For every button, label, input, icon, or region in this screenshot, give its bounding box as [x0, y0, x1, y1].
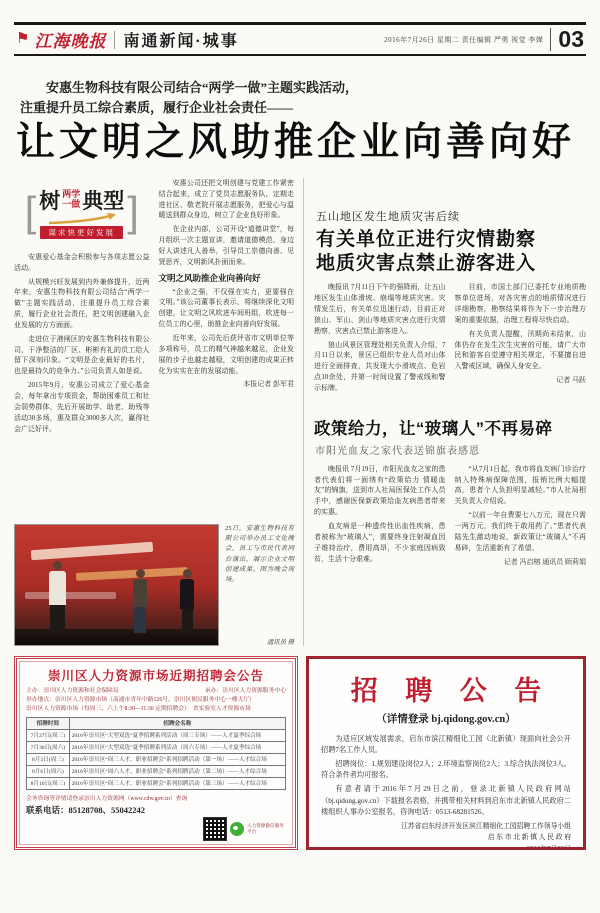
photo-person-speaker: [49, 561, 66, 633]
article-paragraph: 2015年9月，安惠公司成立了爱心基金会，每年拿出专项资金，帮助困难员工和社会弱势群体，先后开展助学、助老、助残等活动30多场，惠及群众3000多人次，赢得社会广泛好评。: [14, 381, 150, 433]
recruitment-date: 2016年7月26日: [526, 846, 571, 850]
article-a-columns: [314, 282, 586, 396]
page-number: 03: [550, 28, 584, 51]
photo-backdrop-banner: [76, 568, 188, 582]
event-photo: [14, 524, 219, 646]
brand-flag-icon: ⚑: [16, 31, 30, 47]
badge-left-bracket: [: [24, 187, 37, 235]
lead-line-1: 安惠生物科技有限公司结合“两学一做”主题实践活动，: [46, 80, 359, 95]
recruitment-url: （详情登录 bj.qidong.gov.cn）: [376, 713, 516, 725]
brand: [16, 27, 106, 52]
main-article-col-2: [159, 178, 295, 518]
article-paragraph: 安惠公司还把文明创建与党建工作紧密结合起来，成立了党员志愿服务队，定期走进社区、敬老院开展志愿服务，把爱心与温暖送到群众身边，树立了企业良好形象。: [158, 178, 294, 220]
photo-backdrop-banner: [31, 542, 153, 560]
date-editor-meta: 2016年7月26日 星期二 责任编辑 严勇 视觉 李婵: [384, 35, 544, 44]
table-row: [27, 765, 286, 777]
job-fair-note: 会务咨询等详情请登录崇川人力资源网（www.cdw.gov.cn）查询: [26, 795, 188, 802]
recruitment-paragraph: 为适应区域发展需求，启东市滨江精细化工园（北新镇）现面向社会公开招聘7名工作人员。: [321, 734, 571, 754]
article-paragraph: 晚报讯 7月19日，市阳光血友之家的患者代表们将一面绣有“政策给力 情暖血友”的锦旗，送到市人社局医保处工作人员手中，感谢医保新政策给血友病患者带来的实惠。: [314, 464, 446, 517]
article-paragraph: 安惠爱心基金会积极参与各项志愿公益活动。: [14, 252, 150, 272]
recruitment-title: 招 聘 公 告: [350, 675, 552, 706]
badge-top: [39, 185, 124, 215]
fair-time: 7月27日(周三): [27, 729, 70, 741]
main-article: [14, 178, 304, 646]
recruitment-footer: [321, 821, 571, 850]
article-paragraph: “企业之强，不仅强在实力，更要强在文明。”该公司董事长表示，将继续深化文明创建，让文明之风吹进车间班组，吹进每一位员工的心里，助推企业向善向好发展。: [158, 287, 294, 329]
qr-area: [203, 817, 287, 841]
badge-campaign-name: [62, 190, 80, 210]
fair-time: 7月30日(周六): [27, 741, 70, 753]
job-fair-notice-ad: [14, 656, 298, 850]
job-fair-address: 举办地点：崇川区人力资源市场（南通市青年中路126号，崇川区便民服务中心一楼大厅）: [26, 696, 255, 703]
job-fair-schedule: 崇川区人力资源市场（每周三、六上午8:30—11:30 定期招聘会） 省实验室人才资源市场: [26, 705, 251, 712]
recruitment-signature-2: 启 东 市 北 新 镇 人 民 政 府: [487, 834, 571, 842]
main-article-byline: 本报记者 彭军君: [243, 380, 294, 389]
article-paragraph: 走进位于港闸区的安惠生物科技有限公司，干净整洁的厂区、彬彬有礼的员工给人留下深刻印象。“文明是企业最好的名片，也是最持久的竞争力。”公司负责人如是说。: [14, 334, 150, 376]
article-b-subhead: 市阳光血友之家代表送锦旗表感恩: [315, 445, 480, 457]
photo-person-3: [180, 569, 194, 633]
campaign-badge: [14, 180, 150, 244]
fair-name: 2016年崇川区“周六人才、职业招聘会”系列招聘活动（第二场）——人才综合场: [69, 765, 285, 777]
section-title: 南通新闻·城事: [123, 33, 239, 50]
photo-backdrop-banner: [25, 592, 116, 599]
article-mid-heading: 文明之风助推企业向善向好: [158, 272, 261, 283]
fair-time: 8月10日(周三): [27, 777, 70, 789]
article-a-byline: 记者 马跃: [556, 376, 586, 385]
right-column: [304, 178, 586, 646]
fair-time: 8月3日(周三): [27, 753, 70, 765]
article-a-headline-2: 地质灾害点禁止游客进入: [316, 252, 537, 274]
masthead: [14, 22, 586, 56]
recruitment-paragraph: 有意者请于2016年7月29日之前，登录北新镇人民政府网站（bj.qidong.gov.cn）下载报名表格，并携带相关材料到启东市北新镇人民政府二楼组织人事办公室报名，咨询电话：0513-68281526。: [321, 785, 571, 816]
badge-mid-bottom: 一做: [62, 198, 81, 209]
wechat-icon: [230, 822, 244, 836]
fair-name: 2016年崇川区“大型双选”夏季招聘系列活动（周六专场）——人才夏季综合场: [69, 741, 285, 753]
job-fair-table: [26, 717, 286, 790]
qr-code: [203, 817, 227, 841]
newspaper-page: [0, 22, 600, 913]
job-fair-organizer: 主办：崇川区人力资源和社会保障局: [26, 687, 119, 694]
article-hemophilia: [314, 415, 586, 568]
article-b-columns: [314, 464, 586, 568]
fair-name: 2016年崇川区“周三人才、职业招聘会”系列招聘活动（第一场）——人才综合场: [69, 753, 285, 765]
article-paragraph: 在企业内部，公司开设“道德讲堂”，每月组织一次主题宣讲，邀请道德模范、身边好人讲述凡人善举，引导员工崇德向善、见贤思齐，文明新风扑面而来。: [158, 225, 294, 266]
article-a-kicker: 五山地区发生地质灾害后续: [316, 210, 460, 223]
article-b-col-2: [455, 464, 587, 568]
badge-growth-arrow-icon: [47, 213, 117, 225]
photo-person-2: [133, 569, 147, 633]
job-fair-undertaker: 承办：崇川区人力资源服务中心: [204, 687, 286, 694]
qr-caption: 人力资源微信服务平台: [247, 822, 284, 834]
column-header-name: 招聘会名称: [69, 717, 285, 729]
job-fair-title: 崇川区人力资源市场近期招聘会公告: [47, 668, 264, 683]
column-header-time: 招聘时间: [27, 717, 70, 729]
article-a-col-2: [455, 282, 587, 396]
article-paragraph: “从7月1日起，我市将血友病门诊治疗纳入特殊病保障范围，报销比例大幅提高，患者个人负担明显减轻。”市人社局相关负责人介绍说。: [454, 464, 586, 506]
table-row: [27, 729, 286, 741]
article-a-headline-1: 有关单位正进行灾情勘察: [316, 228, 537, 250]
recruitment-notice-ad: [306, 656, 586, 850]
job-fair-phone: 联系电话：85128708、55042242: [26, 804, 146, 815]
article-paragraph: 近年来，公司先后获评省市文明单位等多项称号，员工的精气神越来越足，企业发展的步子也越走越稳，文明创建的成果正转化为实实在在的发展动能。: [158, 333, 294, 375]
lead-line-2: 注重提升员工综合素质，履行企业社会责任——: [20, 99, 294, 115]
photo-row: [14, 524, 294, 646]
advertisement-row: [14, 656, 586, 850]
article-disaster: [314, 178, 586, 397]
fair-time: 8月6日(周六): [27, 765, 70, 777]
article-paragraph: 目前，市国土部门已委托专业地质勘察单位进场，对各灾害点的地质情况进行详细勘察，勘察结果将作为下一步治理方案的重要依据，治理工程将尽快启动。: [454, 283, 586, 324]
badge-char-left: 树: [39, 188, 61, 213]
badge-mid-top: 两学: [62, 188, 81, 199]
content-area: [14, 178, 586, 646]
article-b-byline: 记者 冯启榕 通讯员 顾莉娟: [503, 557, 586, 566]
main-headline: 让文明之风助推企业向善向好: [16, 121, 576, 164]
table-row: [27, 753, 286, 765]
brand-name: 江海晚报: [34, 32, 107, 51]
article-paragraph: 狼山风景区管理处相关负责人介绍，7月11日以来，景区已组织专业人员对山体进行全面排查，共发现大小滑坡点、危岩点10余处，并第一时间设置了警戒线和警示标牌。: [314, 340, 446, 392]
masthead-right: [384, 28, 584, 51]
badge-right-bracket: ]: [127, 187, 139, 235]
recruitment-signature-1: 江苏省启东经济开发区滨江精细化工园招聘工作领导小组: [401, 822, 571, 830]
article-paragraph: 有关负责人提醒，汛期尚未结束，山体仍存在发生次生灾害的可能，请广大市民和游客自觉遵守相关规定，不要擅自进入警戒区域，确保人身安全。: [454, 329, 586, 371]
fair-name: 2016年崇川区“周三人才、职业招聘会”系列招聘活动（第三场）——人才综合场: [69, 777, 285, 789]
badge-core: [36, 185, 127, 239]
photo-credit: 通讯员 摄: [266, 638, 294, 646]
article-paragraph: “以前一年自费要七八万元，现在只需一两万元，我们终于敢用药了。”患者代表陆先生激动地说，新政策让“玻璃人”不再易碎，生活重新有了希望。: [454, 511, 586, 552]
masthead-divider: [114, 31, 115, 49]
article-paragraph: 从规模兴旺发展到内外兼修提升，近两年来，安惠生物科技有限公司结合“两学一做”主题实践活动，注重提升员工综合素质，履行企业社会责任，把文明创建融入企业发展的方方面面。: [14, 277, 150, 329]
table-row: [27, 777, 286, 789]
job-fair-meta: [26, 687, 286, 714]
table-row: [27, 741, 286, 753]
photo-caption: 25日，安惠生物科技有限公司举办员工文化晚会，员工与市民代表同台演出，展示企业文明创建成果。图为晚会现场。: [225, 524, 294, 584]
article-paragraph: 血友病是一种遗传性出血性疾病，患者被称为“玻璃人”，需要终身注射凝血因子维持治疗，费用高昂，不少家庭因病致贫，生活十分艰难。: [314, 522, 446, 563]
main-article-columns: [14, 178, 294, 518]
recruitment-paragraph: 招聘岗位：1.规划建设岗位2人；2.环境监察岗位2人；3.综合执法岗位3人。符合条件者均可报名。: [321, 760, 571, 780]
article-paragraph: 晚报讯 7月11日下午的强降雨，让五山地区发生山体滑坡、崩塌等地质灾害。灾情发生后，有关单位迅速行动，目前正对狼山、军山、剑山等地质灾害点进行灾情勘察，灾害点已禁止游客进入。: [314, 283, 446, 335]
article-b-col-1: [314, 464, 446, 568]
main-article-col-1: [14, 178, 150, 518]
table-header-row: [27, 717, 286, 729]
fair-name: 2016年崇川区“大型双选”夏季招聘系列活动（周三专场）——人才夏季综合场: [69, 729, 285, 741]
article-a-col-1: [314, 282, 446, 396]
badge-chars-right: 典型: [82, 188, 125, 213]
photo-caption-column: [225, 524, 294, 646]
article-b-headline: 政策给力，让“玻璃人”不再易碎: [314, 419, 553, 438]
lead-in: [20, 78, 580, 117]
badge-banner-text: 谋求快更好发展: [40, 226, 123, 239]
